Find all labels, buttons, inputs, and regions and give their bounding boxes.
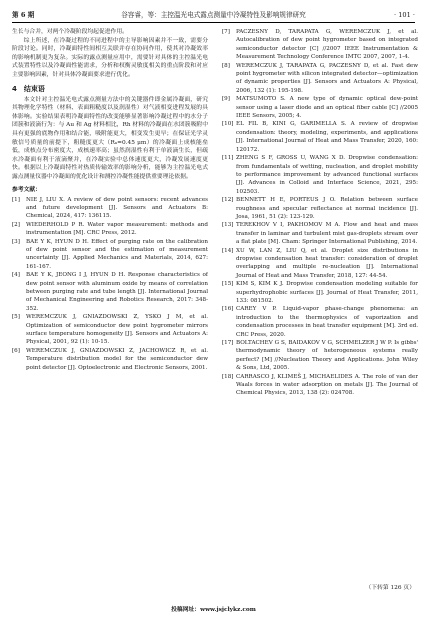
reference-text: BOLTACHEV G S, BAIDAKOV V G, SCHMELZER J W P. Is gibbs' thermodynamic theory of heterogeneous systems really perfect? [M] //Nucleation Theory and Applications. John Wiley & Sons, Ltd, 2005.	[236, 340, 418, 372]
header-rule	[12, 22, 415, 23]
reference-number: [5]	[12, 314, 20, 321]
reference-number: [9]	[222, 96, 230, 103]
body-paragraph: 生长与合并，对两个冷凝阶段均起促进作用。	[12, 29, 128, 35]
reference-number: [13]	[222, 222, 234, 229]
reference-item	[222, 154, 418, 196]
reference-text: CAREY V P. Liquid-vapor phase-change phenomena: an introduction to the thermophysics of vaporization and condensation processes in heat transfer equipment [M]. 3rd ed. CRC Press, 2020.	[236, 306, 418, 338]
body-paragraph: 综上所述，在冷凝过程的不同进程中的主导影响因素并不一致，需要分阶段讨论。同时，冷凝面特性间相互关联并存在协同作用，使其对冷凝效率的影响机制更为复杂。实际的露点测量应用中，需要针对具体的主控温光电式装置特性以及冷凝面性能需求，分析和权衡灵敏度相关的重点阶段和对应主要影响因素，针对具体冷凝面要求进行优化。	[12, 37, 208, 78]
continuation-note: （下转第 126 页）	[365, 585, 415, 591]
reference-item	[222, 196, 418, 221]
issue-number: 第 6 期	[12, 11, 35, 19]
reference-item	[12, 347, 208, 372]
reference-item	[222, 221, 418, 246]
reference-number: [2]	[12, 221, 20, 228]
reference-text: XU W, LAN Z, LIU Q, et al. Droplet size distributions in dropwise condensation heat transfer: consideration of droplet overlapping and multiple re-nucleation [J]. International Journal of Heat and Mass Transfer, 2018, 127: 44-54.	[236, 247, 418, 279]
reference-text: PACZESNY D, TARAPATA G, WEREMCZUK J, et al. Autocalibration of dew point hygrometer based on integrated semiconductor detector [C] //2007 IEEE Instrumentation & Measurement Technology Conference IMTC 2007, 2007, 1-4.	[236, 29, 418, 61]
reference-text: WEREMCZUK J, TARAPATA G, PACZESNY D, et al. Fast dew point hygrometer with silicon integrated detector—optimization of dynamic properties [J]. Sensors and Actuators A: Physical, 2006, 132 (1): 195-198.	[236, 62, 418, 94]
references-title: 参考文献：	[12, 186, 41, 193]
reference-text: KIM S, KIM K J. Dropwise condensation modeling suitable for superhydrophobic surfaces [J]. Journal of Heat Transfer, 2011, 133: 081502.	[236, 281, 418, 304]
conclusion-paragraph: 本文针对主控温光电式露点测量方法中的关键器件即金属冷凝面，研究其物理化学特性（材料、表面粗糙度以及润湿性）对气液相变进程发展的具体影响。实验结果表明冷凝面特性的改变能够显著影响冷凝过程中的水分子团簇和液滴行为：与 Au 和 Ag 材料相比，Rh 材料的冷凝面在水团簇吸附中具有更强的底物作用和结合能，吸附能更大，相变发生更早；在保证光学灵敏信号质量的前提下，粗糙度更大（Rₐ=0.45 μm）的冷凝面上成核能垒低，成核点分布密度大，成核速率高；虽然润湿性有利于单液滴生长，但疏水冷凝面有利于液滴聚并，在冷凝实验中总体速度更大，冷凝发展速度更快。根据以上冷凝面特性对热质传输效率的影响分析，能够为主控温光电式露点测量仪器中冷凝面的优化设计和测控冷凝性能提供重要理论依据。	[12, 96, 208, 180]
reference-item	[222, 247, 418, 281]
reference-number: [7]	[222, 29, 230, 35]
reference-item	[12, 196, 208, 221]
reference-item	[222, 280, 418, 305]
page-footer: 投稿网址：www.jsjclykz.com	[171, 607, 256, 613]
reference-number: [17]	[222, 340, 234, 347]
reference-number: [6]	[12, 347, 20, 354]
reference-item	[222, 28, 418, 62]
running-title: 谷容睿，等：主控温光电式露点测量中冷凝特性及影响规律研究	[121, 11, 306, 19]
reference-number: [3]	[12, 238, 20, 245]
page-header	[12, 8, 415, 22]
reference-item	[12, 221, 208, 238]
reference-number: [8]	[222, 62, 230, 69]
reference-item	[222, 305, 418, 339]
right-column	[222, 28, 418, 398]
reference-item	[222, 62, 418, 96]
reference-text: BAE Y K, JEONG I J, HYUN D H. Response characteristics of dew point sensor with aluminum oxide by means of correlation between purging rate and tube length [J]. International Journal of Mechanical Engineering and Robotics Research, 2017: 348-352.	[26, 272, 208, 312]
reference-text: NIE J, LIU X. A review of dew point sensors: recent advances and future development [J]. Sensors and Actuators B: Chemical, 2024, 417: 136115.	[26, 196, 208, 220]
reference-item	[222, 339, 418, 373]
reference-item	[222, 95, 418, 120]
reference-number: [15]	[222, 281, 234, 288]
reference-text: BAE Y K, HYUN D H. Effect of purging rate on the calibration of dew point sensor and the estimation of measurement uncertainty [J]. Applied Mechanics and Materials, 2014, 627: 161-167.	[26, 238, 208, 270]
reference-text: ZHENG S F, GROSS U, WANG X D. Dropwise condensation: from fundamentals of wetting, nucleation, and droplet mobility to performance improvement by advanced functional surfaces [J]. Advances in Colloid and Interface Science, 2021, 295: 102503.	[236, 155, 418, 195]
reference-item	[12, 271, 208, 313]
reference-item	[222, 120, 418, 154]
reference-item	[12, 313, 208, 347]
reference-text: WEREMCZUK J, GNIAZDOWSKI Z, JACHOWICZ R, et al. Temperature distribution model for the semiconductor dew point detector [J]. Optoelectronic and Electronic Sensors, 2001.	[26, 347, 208, 371]
reference-text: CARRASCO J, KLIMEŠ J, MICHAELIDES A. The role of van der Waals forces in water adsorption on metals [J]. The Journal of Chemical Physics, 2013, 138 (2): 024708.	[236, 373, 418, 397]
reference-list-left	[12, 196, 208, 373]
reference-text: WEREMCZUK J, GNIAZDOWSKI Z, YSKO J M, et al. Optimization of semiconductor dew point hygrometer mirrors surface temperature homogeneity [J]. Sensors and Actuators A: Physical, 2001, 92 (1): 10-15.	[26, 314, 208, 346]
reference-text: EL FIL B, KINI G, GARIMELLA S. A review of dropwise condensation: theory, modeling, experiments, and applications [J]. International Journal of Heat and Mass Transfer, 2020, 160: 120172.	[236, 121, 418, 153]
reference-number: [4]	[12, 272, 20, 279]
reference-text: MATSUMOTO S. A new type of dynamic optical dew-point sensor using a laser diode and an optical fiber cable [C] //2005 IEEE Sensors, 2005; 4.	[236, 96, 418, 120]
reference-number: [1]	[12, 196, 20, 203]
reference-item	[222, 373, 418, 398]
reference-number: [16]	[222, 306, 234, 313]
reference-number: [11]	[222, 155, 234, 162]
reference-number: [14]	[222, 247, 234, 254]
section-title: 4 结束语	[12, 84, 45, 93]
reference-text: BENNETT H E, PORTEUS J O. Relation between surface roughness and specular reflectance at normal incidence [J]. Josa, 1961, 51 (2): 123-129.	[236, 197, 418, 220]
page-number: · 101 ·	[394, 11, 415, 19]
left-column	[12, 28, 208, 372]
reference-number: [12]	[222, 197, 234, 204]
reference-text: TEREKHOV V I, PAKHOMOV M A. Flow and heat and mass transfer in laminar and turbulent mist gas-droplets stream over a flat plate [M]. Cham: Springer International Publishing, 2014.	[236, 222, 418, 246]
reference-number: [18]	[222, 373, 234, 380]
reference-item	[12, 238, 208, 272]
reference-text: WIEDERHOLD P R. Water vapor measurement: methods and instrumentation [M]. CRC Press, 2012.	[26, 221, 208, 237]
reference-number: [10]	[222, 121, 234, 128]
